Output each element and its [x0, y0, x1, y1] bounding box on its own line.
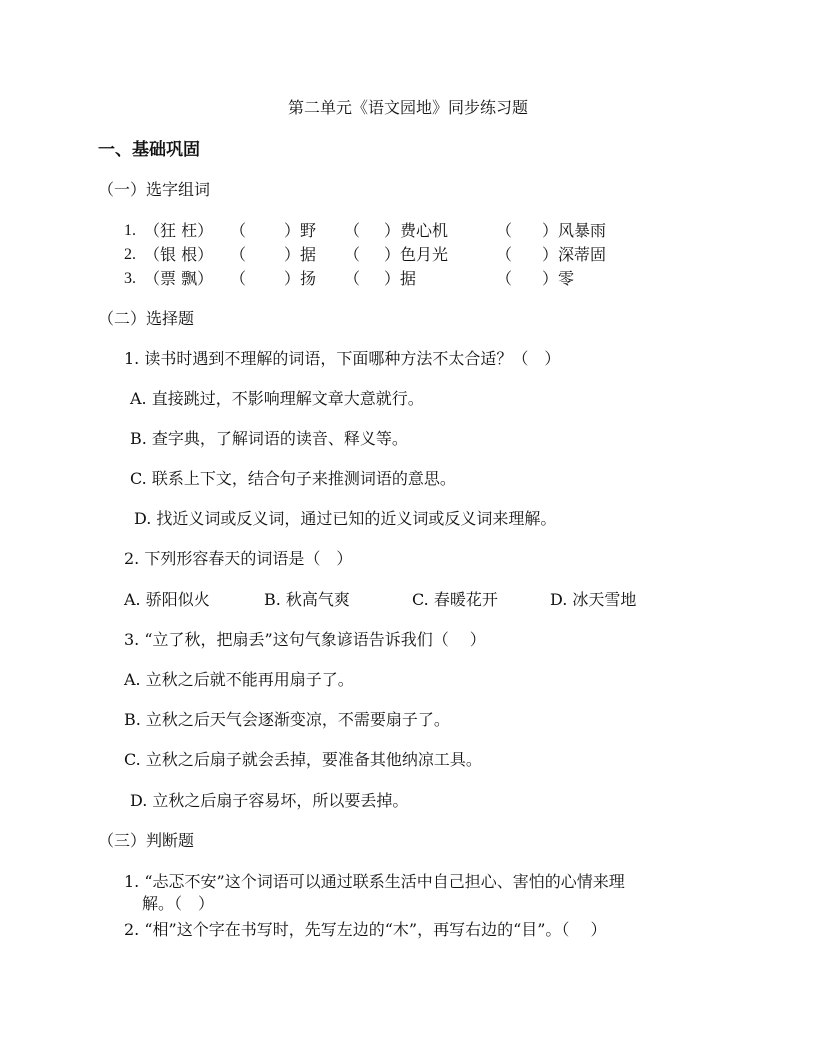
word-choice-row	[124, 269, 684, 291]
statement-line-continued: 解。（ ）	[142, 894, 215, 913]
section-heading-multiple-choice: （二）选择题	[98, 309, 195, 328]
blank-open: （	[496, 269, 513, 288]
question-stem: 3. “立了秋，把扇丢”这句气象谚语告诉我们（ ）	[124, 630, 486, 649]
row-number: 1.	[124, 222, 136, 239]
blank-open: （	[230, 221, 247, 240]
statement-line: 2. “相”这个字在书写时，先写左边的“木”，再写右边的“目”。（ ）	[124, 920, 607, 939]
question-stem: 2. 下列形容春天的词语是（ ）	[124, 549, 353, 568]
blank-open: （	[344, 245, 361, 264]
option-b: B. 秋高气爽	[264, 590, 350, 609]
blank-close-word: ）野	[284, 221, 317, 240]
option-d: D. 立秋之后扇子容易坏，所以要丢掉。	[130, 791, 409, 810]
blank-close-word: ）深蒂固	[542, 245, 607, 264]
option-c: C. 立秋之后扇子就会丢掉，要准备其他纳凉工具。	[124, 750, 482, 769]
section-heading-true-false: （三）判断题	[98, 831, 195, 850]
page-title: 第二单元《语文园地》同步练习题	[287, 98, 528, 117]
part-heading-basics: 一、基础巩固	[98, 140, 200, 160]
blank-open: （	[230, 245, 247, 264]
option-d: D. 找近义词或反义词，通过已知的近义词或反义词来理解。	[134, 509, 557, 528]
row-number: 3.	[124, 270, 136, 287]
blank-close-word: ）风暴雨	[542, 221, 607, 240]
option-d: D. 冰天雪地	[550, 590, 637, 609]
blank-open: （	[230, 269, 247, 288]
blank-open: （	[344, 269, 361, 288]
section-heading-word-choice: （一）选字组词	[98, 180, 211, 199]
blank-close-word: ）扬	[284, 269, 317, 288]
option-a: A. 立秋之后就不能再用扇子了。	[124, 670, 354, 689]
blank-open: （	[496, 221, 513, 240]
option-b: B. 立秋之后天气会逐渐变凉，不需要扇子了。	[124, 710, 450, 729]
question-stem: 1. 读书时遇到不理解的词语，下面哪种方法不太合适？（ ）	[124, 349, 561, 368]
character-options: （狂 枉）	[144, 221, 214, 240]
blank-open: （	[344, 221, 361, 240]
blank-close-word: ）色月光	[384, 245, 449, 264]
option-a: A. 骄阳似火	[124, 590, 210, 609]
blank-close-word: ）费心机	[384, 221, 449, 240]
row-number: 2.	[124, 246, 136, 263]
option-a: A. 直接跳过，不影响理解文章大意就行。	[130, 389, 424, 408]
blank-open: （	[496, 245, 513, 264]
blank-close-word: ）据	[384, 269, 417, 288]
option-c: C. 联系上下文，结合句子来推测词语的意思。	[130, 469, 456, 488]
blank-close-word: ）据	[284, 245, 317, 264]
option-b: B. 查字典，了解词语的读音、释义等。	[130, 429, 408, 448]
character-options: （票 飘）	[144, 269, 214, 288]
character-options: （银 根）	[144, 245, 214, 264]
option-c: C. 春暖花开	[412, 590, 498, 609]
statement-line: 1. “忐忑不安”这个词语可以通过联系生活中自己担心、害怕的心情来理	[124, 872, 625, 891]
word-choice-row	[124, 221, 684, 243]
word-choice-row	[124, 245, 684, 267]
blank-close-word: ）零	[542, 269, 575, 288]
